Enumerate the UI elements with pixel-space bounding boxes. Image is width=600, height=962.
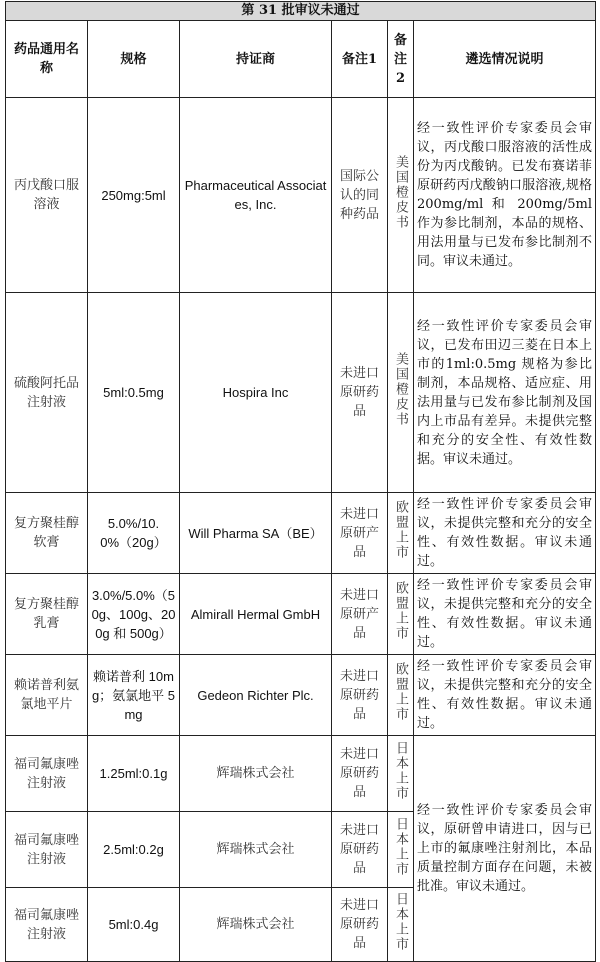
- note2: [388, 98, 414, 293]
- note2: [388, 655, 414, 736]
- table-title: 第 31 批审议未通过: [6, 2, 596, 21]
- drug-spec: 5.0%/10.0%（20g）: [88, 493, 180, 574]
- license-holder: Gedeon Richter Plc.: [180, 655, 332, 736]
- review-table: [5, 1, 596, 962]
- drug-spec: 5ml:0.5mg: [88, 293, 180, 493]
- note2: [388, 574, 414, 655]
- note1: 未进口原研产品: [332, 574, 388, 655]
- drug-name: 复方聚桂醇乳膏: [6, 574, 88, 655]
- table-row: [6, 293, 596, 493]
- header-row: [6, 21, 596, 98]
- note2-text: 欧盟上市: [393, 662, 408, 722]
- note2: [388, 736, 414, 812]
- license-holder: Almirall Hermal GmbH: [180, 574, 332, 655]
- header-holder: 持证商: [180, 21, 332, 98]
- drug-spec: 赖诺普利 10mg；氨氯地平 5mg: [88, 655, 180, 736]
- title-row: [6, 2, 596, 21]
- explain: 经一致性评价专家委员会审议，未提供完整和充分的安全性、有效性数据。审议未通过。: [414, 655, 596, 736]
- header-explain: 遴选情况说明: [414, 21, 596, 98]
- note2-text: 日本上市: [393, 816, 408, 877]
- drug-spec: 250mg:5ml: [88, 98, 180, 293]
- note1: 未进口原研药品: [332, 888, 388, 962]
- drug-spec: 3.0%/5.0%（50g、100g、200g 和 500g）: [88, 574, 180, 655]
- explain: 经一致性评价专家委员会审议，丙戊酸口服溶液的活性成份为丙戊酸钠。已发布赛诺菲原研药丙戊酸钠口服溶液,规格 200mg/ml 和 200mg/5ml 作为参比制剂，本品的规格、用法用量与已发布参比制剂不同。审议未通过。: [414, 98, 596, 293]
- note2-text: 美国橙皮书: [393, 352, 408, 427]
- header-note1: 备注1: [332, 21, 388, 98]
- table-row: [6, 574, 596, 655]
- note2-text: 日本上市: [393, 740, 408, 801]
- note1: 未进口原研药品: [332, 736, 388, 812]
- drug-spec: 2.5ml:0.2g: [88, 812, 180, 888]
- drug-name: 硫酸阿托品注射液: [6, 293, 88, 493]
- note2: [388, 493, 414, 574]
- drug-name: 丙戊酸口服溶液: [6, 98, 88, 293]
- drug-name: 福司氟康唑注射液: [6, 736, 88, 812]
- table-row: [6, 655, 596, 736]
- note1: 未进口原研药品: [332, 812, 388, 888]
- explain: 经一致性评价专家委员会审议，未提供完整和充分的安全性、有效性数据。审议未通过。: [414, 493, 596, 574]
- header-name: 药品通用名称: [6, 21, 88, 98]
- note2-text: 欧盟上市: [393, 581, 408, 641]
- license-holder: 辉瑞株式会社: [180, 736, 332, 812]
- drug-name: 复方聚桂醇软膏: [6, 493, 88, 574]
- note1: 未进口原研药品: [332, 655, 388, 736]
- drug-name: 福司氟康唑注射液: [6, 888, 88, 962]
- note1: 未进口原研药品: [332, 293, 388, 493]
- header-spec: 规格: [88, 21, 180, 98]
- license-holder: Will Pharma SA（BE）: [180, 493, 332, 574]
- license-holder: 辉瑞株式会社: [180, 888, 332, 962]
- merged-explain: 经一致性评价专家委员会审议，原研曾申请进口，因与已上市的氟康唑注射剂比，本品质量控制方面存在问题，未被批准。审议未通过。: [414, 736, 596, 962]
- note2: [388, 888, 414, 962]
- table-row: [6, 98, 596, 293]
- note1: 未进口原研产品: [332, 493, 388, 574]
- note2: [388, 812, 414, 888]
- note1: 国际公认的同种药品: [332, 98, 388, 293]
- drug-name: 赖诺普利氨氯地平片: [6, 655, 88, 736]
- license-holder: 辉瑞株式会社: [180, 812, 332, 888]
- review-table-container: [5, 1, 595, 962]
- drug-spec: 5ml:0.4g: [88, 888, 180, 962]
- license-holder: Hospira Inc: [180, 293, 332, 493]
- license-holder: Pharmaceutical Associates, Inc.: [180, 98, 332, 293]
- table-row: [6, 736, 596, 812]
- explain: 经一致性评价专家委员会审议，已发布田辺三菱在日本上市的1ml:0.5mg 规格为参比制剂，本品规格、适应症、用法用量与已发布参比制剂及国内上市品有差异。未提供完整和充分的安全性、有效性数据。审议未通过。: [414, 293, 596, 493]
- table-row: [6, 493, 596, 574]
- drug-name: 福司氟康唑注射液: [6, 812, 88, 888]
- drug-spec: 1.25ml:0.1g: [88, 736, 180, 812]
- note2: [388, 293, 414, 493]
- note2-text: 日本上市: [393, 891, 408, 952]
- header-note2: 备注2: [388, 21, 414, 98]
- note2-text: 欧盟上市: [393, 500, 408, 560]
- note2-text: 美国橙皮书: [393, 154, 408, 230]
- explain: 经一致性评价专家委员会审议，未提供完整和充分的安全性、有效性数据。审议未通过。: [414, 574, 596, 655]
